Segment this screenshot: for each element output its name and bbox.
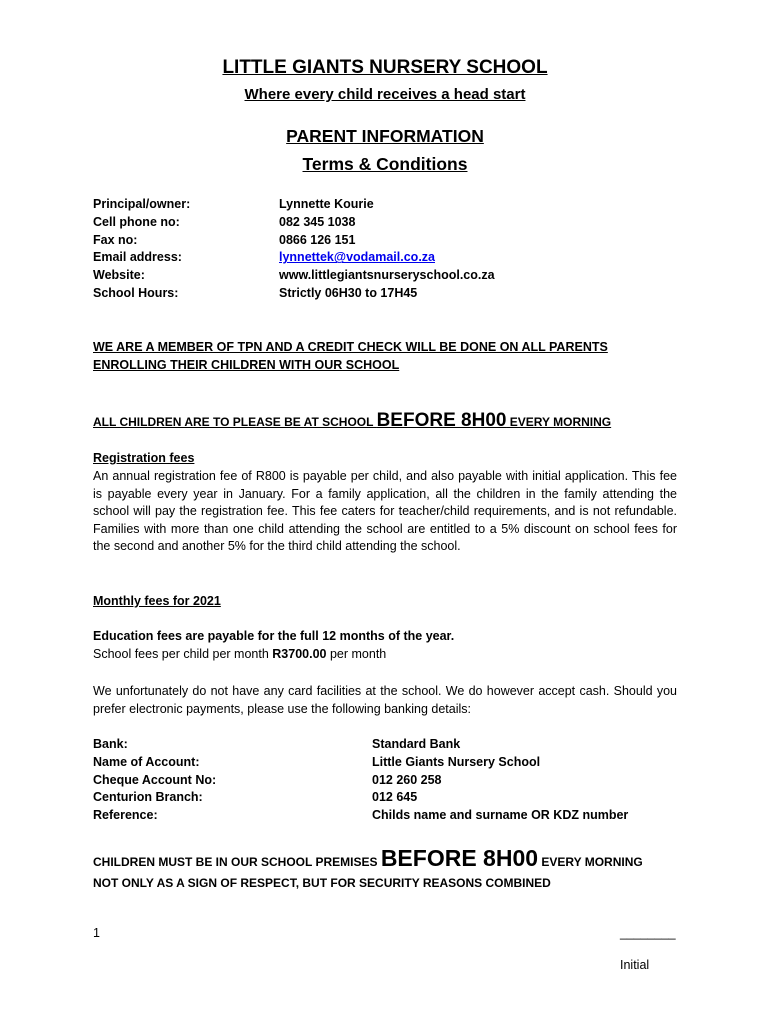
closing-text: CHILDREN MUST BE IN OUR SCHOOL PREMISES [93,855,381,869]
tpn-notice-line: ENROLLING THEIR CHILDREN WITH OUR SCHOOL [93,358,400,372]
contact-label: Email address: [93,250,182,265]
school-fee-text: School fees per child per month [93,647,273,661]
bank-value: Little Giants Nursery School [372,754,541,769]
bank-value: 012 645 [372,790,418,805]
contact-value: 0866 126 151 [279,232,356,247]
closing-line: NOT ONLY AS A SIGN OF RESPECT, BUT FOR SECURITY REASONS COMBINED [93,876,551,890]
school-tagline: Where every child receives a head start [244,86,526,103]
document-title: PARENT INFORMATION [286,126,484,146]
contact-label: Fax no: [93,232,138,247]
contact-label: Principal/owner: [93,197,191,211]
payment-note: We unfortunately do not have any card facilities at the school. We do however accept cash. Should you prefer electronic payments, please use the following banking details: [93,684,677,716]
registration-heading: Registration fees [93,451,195,465]
closing-text: EVERY MORNING [538,855,643,869]
contact-value: 082 345 1038 [279,214,356,229]
bank-label: Centurion Branch: [93,790,203,805]
contact-label: Website: [93,268,145,283]
school-fee-amount: R3700.00 [272,647,327,661]
website-text: www.littlegiantsnurseryschool.co.za [279,268,495,283]
tpn-notice-line: WE ARE A MEMBER OF TPN AND A CREDIT CHECK WILL BE DONE ON ALL PARENTS [93,340,608,354]
monthly-fees-heading: Monthly fees for 2021 [93,594,221,608]
arrival-text: ALL CHILDREN ARE TO PLEASE BE AT SCHOOL [93,415,377,429]
contact-label: School Hours: [93,286,179,300]
contact-value: Strictly 06H30 to 17H45 [279,286,418,300]
bank-label: Reference: [93,808,158,823]
bank-label: Name of Account: [93,754,200,769]
arrival-text: EVERY MORNING [506,415,612,429]
bank-value: Childs name and surname OR KDZ number [372,808,629,823]
tpn-notice [93,338,677,374]
education-fees-line: Education fees are payable for the full 12 months of the year. [93,629,455,643]
bank-label: Cheque Account No: [93,772,217,787]
arrival-time: BEFORE 8H00 [376,410,507,431]
document-subtitle: Terms & Conditions [302,154,468,174]
closing-time: BEFORE 8H00 [380,845,539,871]
contact-label: Cell phone no: [93,214,180,229]
school-fee-text: per month [326,647,387,661]
initial-label: Initial [620,958,650,972]
contact-value: Lynnette Kourie [279,197,374,211]
bank-label: Bank: [93,737,128,751]
initial-line: ________ [620,926,676,940]
arrival-notice [93,410,677,432]
school-fee-line [93,647,677,661]
school-name: LITTLE GIANTS NURSERY SCHOOL [222,57,548,78]
bank-value: Standard Bank [372,737,461,751]
email-link[interactable]: lynnettek@vodamail.co.za [279,250,435,265]
registration-body: An annual registration fee of R800 is payable per child, and also payable with initial application. This fee is payable every year in January. For a family application, all the children in the family attending the school will pay the registration fee. This fee caters for teacher/child requirements, and is not refundable. Families with more than one child attending the school are entitled to a 5% discount on school fees for the second and another 5% for the third child attending the school. [93,469,677,554]
closing-notice [93,845,677,872]
bank-value: 012 260 258 [372,772,442,787]
page-number: 1 [93,926,100,940]
